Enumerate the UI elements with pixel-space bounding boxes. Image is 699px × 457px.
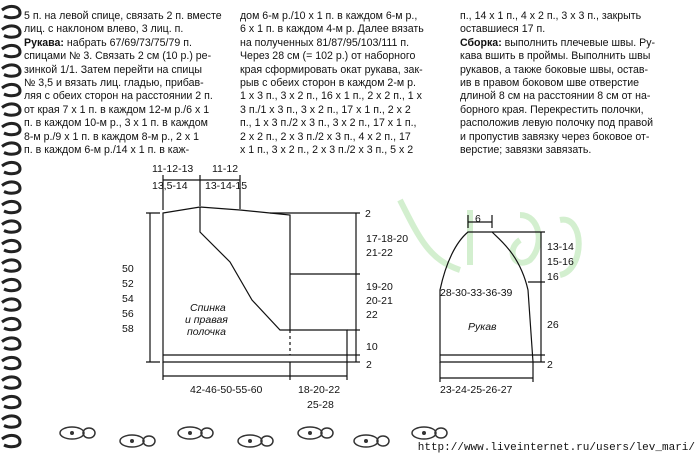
text-line-content: Через 28 см (= 102 р.) от наборного	[240, 50, 416, 63]
text-line-content: набрать 67/69/73/75/79 п.	[63, 36, 192, 49]
label-bottom-tie-2: 25-28	[307, 399, 334, 411]
text-line-content: п., 14 х 1 п., 4 х 2 п., 3 х 3 п., закрыть	[460, 10, 642, 22]
label-body-name-2: и правая	[185, 314, 228, 326]
text-line-content: дом 6-м р./10 х 1 п. в каждом 6-м р.,	[240, 10, 418, 22]
text-line-content: спицами № 3. Связать 2 см (10 р.) ре-	[24, 50, 212, 63]
footprint-icon	[236, 432, 276, 450]
footprint-icon	[118, 432, 158, 450]
label-right-10: 10	[366, 341, 378, 353]
section-heading: Рукава:	[24, 36, 64, 49]
text-line-content: расположив левую полочку под правой	[460, 117, 654, 130]
text-line-content: ив в правом боковом шве отверстие	[460, 77, 640, 90]
label-body-name-3: полочка	[187, 326, 226, 338]
label-length-1: 50	[122, 263, 134, 275]
text-line-content: 5 п. на левой спице, связать 2 п. вместе	[24, 10, 222, 22]
label-sleeve-cap-2: 15-16	[547, 256, 574, 268]
text-line-content: борного края. Перекрестить полочки,	[460, 103, 644, 116]
label-body-top-left-2: 13,5-14	[152, 180, 188, 192]
text-line-content: № 3,5 и вязать лиц. гладью, прибав-	[24, 77, 204, 90]
text-line-content: 2 х 2 п., 2 х 3 п./2 х 3 п., 4 х 2 п., 17	[240, 130, 411, 143]
footprint-icon	[176, 424, 216, 442]
text-line-content: ляя с обеих сторон на расстоянии 2 п.	[24, 90, 213, 103]
label-right-mid-2: 20-21	[366, 295, 393, 307]
label-sleeve-cap-3: 16	[547, 271, 559, 283]
text-line-content: длиной 8 см на расстоянии 8 см от на-	[460, 90, 651, 103]
label-sleeve-length: 26	[547, 319, 559, 331]
text-line-content: 6 х 1 п. в каждом 4-м р. Далее вязать	[240, 23, 424, 36]
text-line-content: кава вшить в проймы. Выполнить швы	[460, 50, 651, 63]
text-line-content: рукавов, а также боковые швы, остав-	[460, 63, 649, 76]
text-line-content: лиц. с наклоном влево, 3 лиц. п.	[24, 23, 184, 36]
label-bottom-width: 42-46-50-55-60	[190, 384, 263, 396]
section-heading: Сборка:	[460, 36, 502, 49]
diagram-labels	[122, 163, 574, 411]
text-line-content: выполнить плечевые швы. Ру-	[501, 36, 656, 49]
text-line-content: 1 х 3 п., 3 х 2 п., 16 х 1 п., 2 х 2 п., 1 х	[240, 90, 422, 103]
label-right-armhole-1: 17-18-20	[366, 233, 409, 245]
label-right-2: 2	[365, 208, 371, 220]
footprint-icon	[352, 432, 392, 450]
text-line-content: оставшиеся 17 п.	[460, 23, 546, 36]
text-line-content: рыв с обеих сторон в каждом 2-м р.	[240, 77, 416, 90]
text-line-content: х 1 п., 3 х 2 п., 2 х 3 п./2 х 3 п., 5 х 2	[240, 144, 414, 157]
label-bottom-tie-1: 18-20-22	[298, 384, 341, 396]
text-line-content: п. в каждом 6-м р./14 х 1 п. в каж-	[24, 144, 190, 157]
footprint-icon	[58, 424, 98, 442]
text-line-content: верстие; завязки завязать.	[460, 144, 592, 157]
label-sleeve-width: 28-30-33-36-39	[440, 287, 513, 299]
label-right-mid-3: 22	[366, 309, 378, 321]
label-body-name-1: Спинка	[190, 302, 226, 314]
source-url: http://www.liveinternet.ru/users/lev_mari/	[417, 442, 695, 454]
footprint-icon	[296, 424, 336, 442]
text-line-content: на полученных 81/87/95/103/111 п.	[240, 36, 410, 49]
label-sleeve-top: 6	[475, 213, 481, 225]
label-sleeve-cap-1: 13-14	[547, 241, 574, 253]
text-line-content: 8-м р./9 х 1 п. в каждом 8-м р., 2 х 1	[24, 130, 200, 143]
label-length-5: 58	[122, 323, 134, 335]
label-right-armhole-2: 21-22	[366, 247, 393, 259]
label-body-top-right-2: 13-14-15	[205, 180, 248, 192]
text-line-content: края сформировать окат рукава, зак-	[240, 63, 423, 76]
text-line-content: п., 1 х 3 п./2 х 3 п., 3 х 2 п., 17 х 1 п.,	[240, 117, 417, 130]
text-line-content: и пропустив завязку через боковое от-	[460, 130, 650, 143]
label-right-bottom-2: 2	[366, 359, 372, 371]
label-length-3: 54	[122, 293, 134, 305]
label-sleeve-bottom: 23-24-25-26-27	[440, 384, 513, 396]
body-piece	[146, 175, 360, 380]
label-body-top-right-1: 11-12	[212, 163, 239, 175]
label-body-top-left-1: 11-12-13	[152, 163, 194, 175]
label-sleeve-name: Рукав	[468, 321, 497, 333]
text-line-content: 3 п./1 х 3 п., 3 х 2 п., 17 х 1 п., 2 х 2	[240, 103, 411, 116]
text-line-content: от края 7 х 1 п. в каждом 12-м р./6 х 1	[24, 103, 210, 116]
text-line-content: зинкой 1/1. Затем перейти на спицы	[24, 63, 203, 76]
label-length-2: 52	[122, 278, 134, 290]
label-right-mid-1: 19-20	[366, 281, 393, 293]
text-line-content: п. в каждом 10-м р., 3 х 1 п. в каждом	[24, 117, 208, 130]
label-length-4: 56	[122, 308, 134, 320]
footprint-icon	[410, 424, 450, 442]
label-sleeve-cuff: 2	[547, 359, 553, 371]
